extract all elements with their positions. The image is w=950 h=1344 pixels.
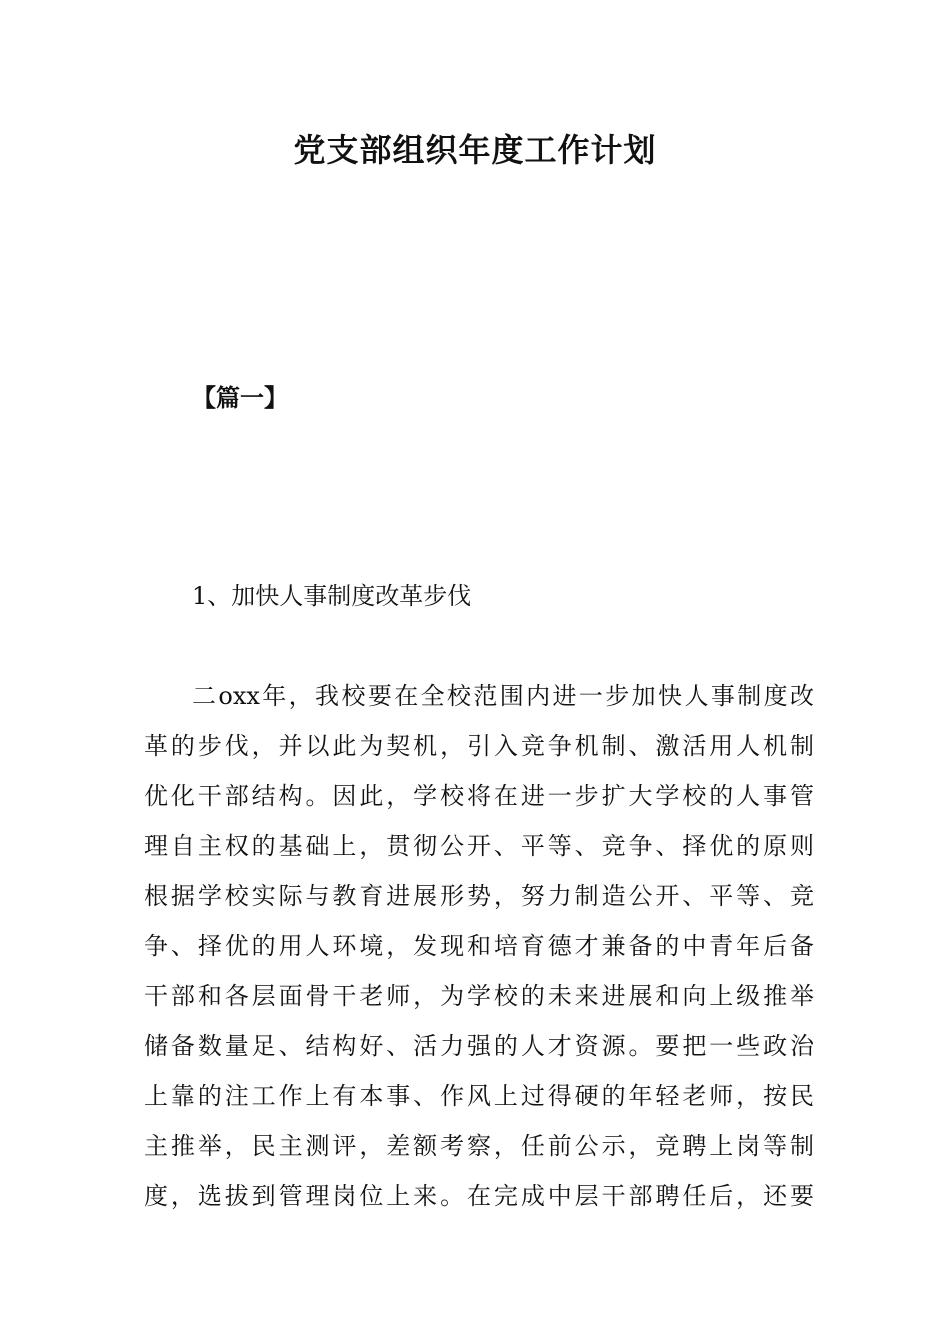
paragraph-line: 储备数量足、结构好、活力强的人才资源。要把一些政治: [144, 1032, 814, 1060]
section-heading: 1、加快人事制度改革步伐: [192, 582, 472, 610]
document-title: 党支部组织年度工作计划: [293, 131, 657, 169]
paragraph-line: 二oxx年，我校要在全校范围内进一步加快人事制度改: [192, 682, 814, 710]
paragraph-line: 革的步伐，并以此为契机，引入竞争机制、激活用人机制: [144, 732, 814, 760]
paragraph-line: 度，选拔到管理岗位上来。在完成中层干部聘任后，还要: [144, 1182, 814, 1210]
paragraph-line: 上靠的注工作上有本事、作风上过得硬的年轻老师，按民: [144, 1082, 814, 1110]
paragraph-line: 优化干部结构。因此，学校将在进一步扩大学校的人事管: [144, 782, 814, 810]
section-label: 【篇一】: [192, 383, 288, 412]
paragraph-line: 争、择优的用人环境，发现和培育德才兼备的中青年后备: [144, 932, 814, 960]
paragraph-line: 主推举，民主测评，差额考察，任前公示，竞聘上岗等制: [144, 1132, 814, 1160]
body-paragraph: [144, 678, 814, 1228]
paragraph-line: 根据学校实际与教育进展形势，努力制造公开、平等、竞: [144, 882, 814, 910]
paragraph-line: 干部和各层面骨干老师，为学校的未来进展和向上级推举: [144, 982, 814, 1010]
paragraph-line: 理自主权的基础上，贯彻公开、平等、竞争、择优的原则: [144, 832, 814, 860]
